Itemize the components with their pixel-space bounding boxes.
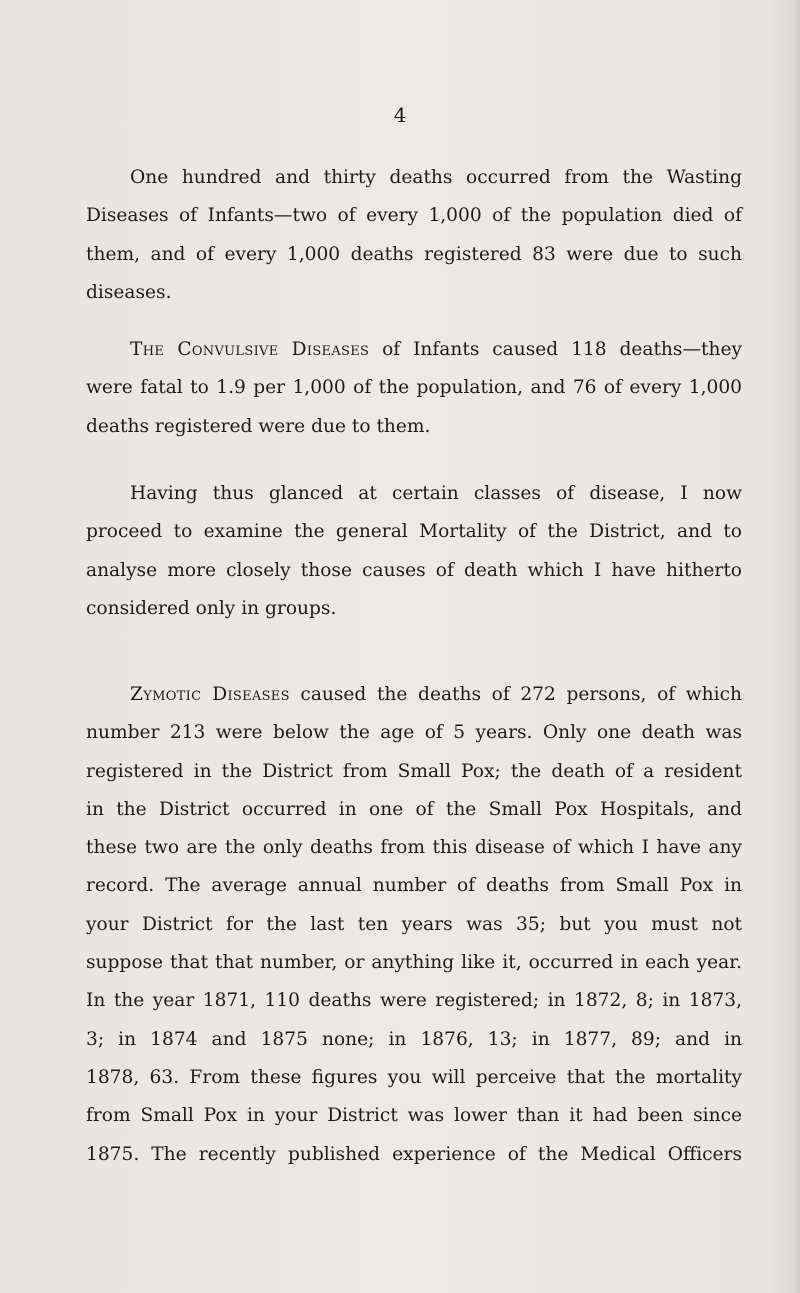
section-heading-convulsive: The Convulsive Diseases bbox=[130, 339, 370, 360]
text-line-rest: of Infants caused 118 deaths—they bbox=[369, 339, 742, 360]
text-line-rest: caused the deaths of 272 persons, of which bbox=[289, 684, 742, 705]
text-line: suppose that that number, or anything like it, occurred in each year. bbox=[86, 952, 742, 974]
text-line: analyse more closely those causes of death which I have hitherto bbox=[86, 559, 742, 581]
text-line: were fatal to 1.9 per 1,000 of the population, and 76 of every 1,000 bbox=[86, 377, 742, 399]
text-line bbox=[86, 676, 742, 714]
text-line: proceed to examine the general Mortality of the District, and to bbox=[86, 521, 742, 543]
text-line: considered only in groups. bbox=[86, 597, 337, 619]
text-line: in the District occurred in one of the Small Pox Hospitals, and bbox=[86, 798, 742, 820]
text-line: In the year 1871, 110 deaths were registered; in 1872, 8; in 1873, bbox=[86, 990, 742, 1012]
section-heading-zymotic: Zymotic Diseases bbox=[130, 684, 290, 705]
text-line: Diseases of Infants—two of every 1,000 of the population died of bbox=[86, 205, 742, 227]
paragraph-general-mortality bbox=[86, 475, 742, 628]
text-line: diseases. bbox=[86, 281, 172, 303]
page-number: 4 bbox=[393, 103, 407, 127]
text-line bbox=[86, 331, 742, 369]
text-line: your District for the last ten years was 35; but you must not bbox=[86, 913, 742, 935]
text-line: One hundred and thirty deaths occurred from the Wasting bbox=[130, 167, 742, 188]
text-line: number 213 were below the age of 5 years. Only one death was bbox=[86, 722, 742, 744]
paragraph-wasting-diseases bbox=[86, 159, 742, 312]
paragraph-convulsive-diseases bbox=[86, 331, 742, 446]
text-line: 3; in 1874 and 1875 none; in 1876, 13; in 1877, 89; and in bbox=[86, 1028, 742, 1050]
text-line: 1875. The recently published experience of the Medical Officers bbox=[86, 1143, 742, 1165]
text-line: record. The average annual number of deaths from Small Pox in bbox=[86, 875, 742, 897]
text-line: registered in the District from Small Pox; the death of a resident bbox=[86, 760, 742, 782]
text-line: these two are the only deaths from this disease of which I have any bbox=[86, 837, 742, 859]
text-line: from Small Pox in your District was lower than it had been since bbox=[86, 1105, 742, 1127]
page-edge-shadow bbox=[794, 0, 800, 1293]
text-line: deaths registered were due to them. bbox=[86, 415, 431, 437]
text-line: them, and of every 1,000 deaths registered 83 were due to such bbox=[86, 243, 742, 265]
text-line: 1878, 63. From these figures you will perceive that the mortality bbox=[86, 1066, 742, 1088]
paragraph-zymotic-diseases bbox=[86, 676, 742, 1174]
text-line: Having thus glanced at certain classes of disease, I now bbox=[130, 483, 742, 504]
